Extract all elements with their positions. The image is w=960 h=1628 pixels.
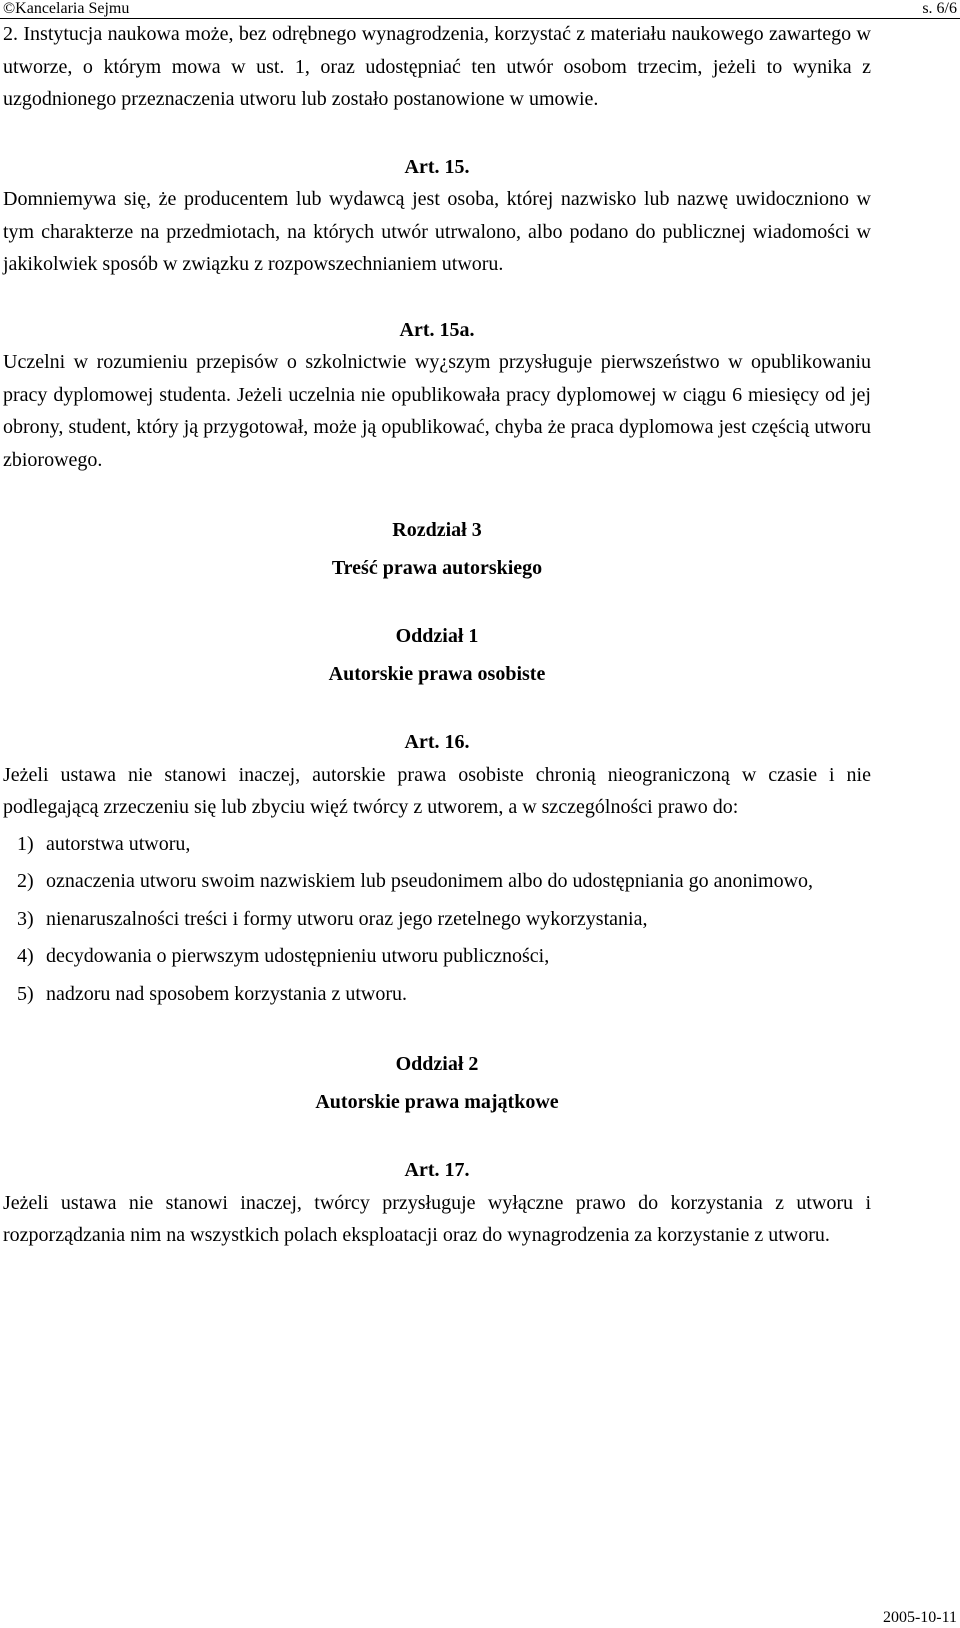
- list-item: [3, 865, 871, 898]
- list-item-text: autorstwa utworu,: [46, 832, 191, 855]
- list-item: [3, 978, 871, 1011]
- list-item-text: nienaruszalności treści i formy utworu oraz jego rzetelnego wykorzystania,: [46, 907, 648, 930]
- art-16-heading: Art. 16.: [404, 731, 470, 753]
- header-source: ©Kancelaria Sejmu: [3, 0, 130, 17]
- art-15-text: Domniemywa się, że producentem lub wydawcą jest osoba, której nazwisko lub nazwę uwidoczniono w tym charakterze na przedmiotach, na których utwór utrwalono, albo podano do publicznej wiadomości w jakikolwiek sposób w związku z rozpowszechnianiem utworu.: [3, 188, 871, 275]
- list-item-text: decydowania o pierwszym udostępnieniu utworu publiczności,: [46, 945, 550, 967]
- art-15-heading: Art. 15.: [404, 155, 470, 178]
- art-17-heading: Art. 17.: [404, 1159, 470, 1181]
- list-item-number: 5): [17, 982, 34, 1005]
- list-item-number: 4): [17, 945, 34, 967]
- list-item-number: 3): [17, 907, 34, 930]
- art-17-text: Jeżeli ustawa nie stanowi inaczej, twórcy przysługuje wyłączne prawo do korzystania z utworu i rozporządzania nim na wszystkich polach eksploatacji oraz do wynagrodzenia za korzystanie z utworu.: [3, 1191, 871, 1246]
- list-item-text: oznaczenia utworu swoim nazwiskiem lub pseudonimem albo do udostępniania go anonimowo,: [46, 870, 814, 892]
- list-item: [3, 828, 871, 861]
- section-1-title: Autorskie prawa osobiste: [328, 663, 546, 685]
- chapter-3-title: Treść prawa autorskiego: [331, 557, 543, 579]
- art-16-text: Jeżeli ustawa nie stanowi inaczej, autorskie prawa osobiste chronią nieograniczoną w czasie i nie podlegającą zrzeczeniu się lub zbyciu więź twórcy z utworem, a w szczególności prawo do:: [3, 763, 871, 818]
- page-footer-date: 2005-10-11: [882, 1609, 957, 1626]
- list-item: [3, 903, 871, 936]
- list-item-text: nadzoru nad sposobem korzystania z utworu.: [46, 982, 408, 1005]
- page-header: [0, 0, 960, 19]
- chapter-3-number: Rozdział 3: [392, 519, 482, 541]
- list-item: [3, 940, 871, 973]
- paragraph-2: 2. Instytucja naukowa może, bez odrębnego wynagrodzenia, korzystać z materiału naukowego zawartego w utworze, o którym mowa w ust. 1, oraz udostępniać ten utwór osobom trzecim, jeżeli to wynika z uzgodnionego przeznaczenia utworu lub zostało postanowione w umowie.: [3, 23, 871, 110]
- list-item-number: 1): [17, 832, 34, 855]
- section-1-number: Oddział 1: [395, 625, 479, 647]
- list-item-number: 2): [17, 870, 34, 892]
- section-2-title: Autorskie prawa majątkowe: [315, 1091, 559, 1113]
- art-15a-heading: Art. 15a.: [399, 318, 475, 341]
- document-body: [3, 18, 871, 1252]
- header-page-number: s. 6/6: [922, 0, 957, 17]
- section-2-number: Oddział 2: [395, 1053, 479, 1075]
- art-15a-text: Uczelni w rozumieniu przepisów o szkolnictwie wy¿szym przysługuje pierwszeństwo w opublikowaniu pracy dyplomowej studenta. Jeżeli uczelnia nie opublikowała pracy dyplomowej w ciągu 6 miesięcy od jej obrony, student, który ją przygotował, może ją opublikować, chyba że praca dyplomowa jest częścią utworu zbiorowego.: [3, 351, 871, 471]
